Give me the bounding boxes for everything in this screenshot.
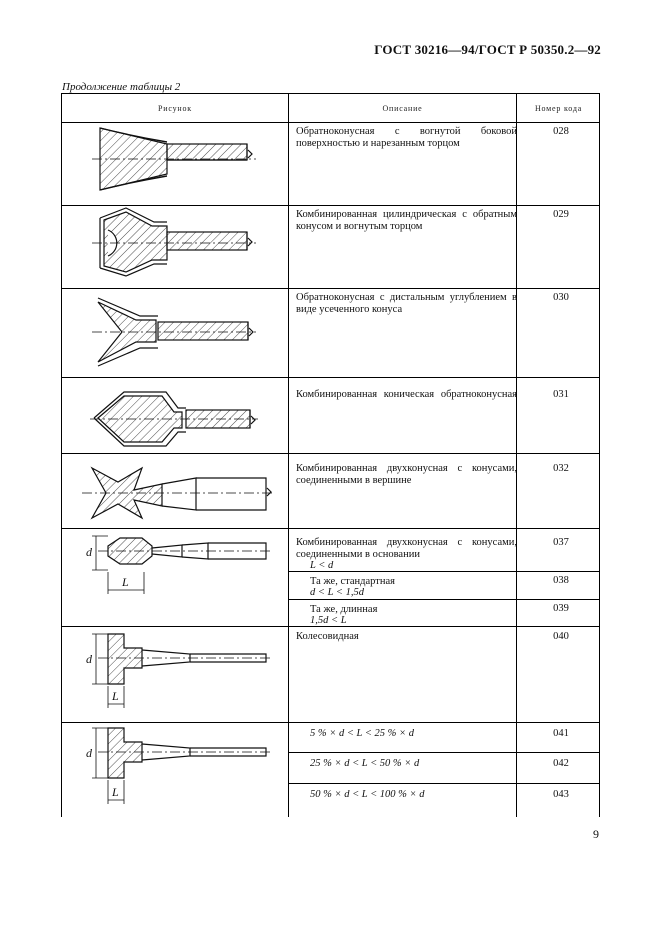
header-description: Описание	[382, 103, 423, 113]
dim-label-L: L	[112, 689, 119, 703]
formula-039: 1,5d < L	[310, 615, 347, 626]
dim-label-d: d	[86, 746, 92, 760]
code-042: 042	[553, 758, 569, 769]
drawing-031	[90, 392, 258, 446]
dim-label-d: d	[86, 652, 92, 666]
dim-label-L: L	[112, 785, 119, 799]
page-number: 9	[593, 827, 599, 841]
description-029: Комбинированная цилиндрическая с обратным конусом и вогнутым торцом	[296, 209, 517, 232]
subrow-divider	[288, 752, 599, 753]
codes-table	[61, 93, 600, 817]
code-032: 032	[553, 463, 569, 474]
code-030: 030	[553, 292, 569, 303]
drawing-028	[92, 128, 256, 190]
description-040: Колесовидная	[296, 631, 359, 642]
subrow-divider	[288, 599, 599, 600]
code-037: 037	[553, 537, 569, 548]
description-028: Обратноконусная с вогнутой боковой поверхностью и нарезанным торцом	[296, 126, 517, 149]
formula-037: L < d	[310, 560, 334, 571]
description-030: Обратноконусная с дистальным углублением в виде усеченного конуса	[296, 292, 517, 315]
drawing-037	[92, 536, 272, 594]
header-figure: Рисунок	[158, 103, 192, 113]
code-043: 043	[553, 789, 569, 800]
description-038: Та же, стандартная	[310, 576, 395, 587]
code-028: 028	[553, 126, 569, 137]
column-divider	[288, 94, 289, 817]
formula-042: 25 % × d < L < 50 % × d	[310, 758, 420, 769]
document-header: ГОСТ 30216—94/ГОСТ Р 50350.2—92	[374, 42, 601, 57]
figure-drawings	[62, 94, 288, 818]
column-divider	[516, 94, 517, 817]
code-031: 031	[553, 389, 569, 400]
description-039: Та же, длинная	[310, 604, 378, 615]
description-031: Комбинированная коническая обратноконусная	[296, 389, 517, 400]
drawing-032	[82, 468, 272, 518]
drawing-041	[92, 728, 272, 804]
header-code: Номер кода	[534, 103, 583, 113]
dim-label-L: L	[122, 575, 129, 589]
code-029: 029	[553, 209, 569, 220]
drawing-040	[92, 634, 272, 708]
subrow-divider	[288, 571, 599, 572]
code-040: 040	[553, 631, 569, 642]
table-caption: Продолжение таблицы 2	[62, 81, 181, 93]
code-041: 041	[553, 728, 569, 739]
description-037: Комбинированная двухконусная с конусами, соединенными в основании	[296, 537, 517, 560]
formula-038: d < L < 1,5d	[310, 587, 364, 598]
drawing-030	[92, 298, 256, 366]
formula-043: 50 % × d < L < 100 % × d	[310, 789, 425, 800]
formula-041: 5 % × d < L < 25 % × d	[310, 728, 414, 739]
drawing-029	[92, 208, 256, 276]
description-032: Комбинированная двухконусная с конусами, соединенными в вершине	[296, 463, 517, 486]
code-038: 038	[553, 575, 569, 586]
dim-label-d: d	[86, 545, 92, 559]
code-039: 039	[553, 603, 569, 614]
subrow-divider	[288, 783, 599, 784]
